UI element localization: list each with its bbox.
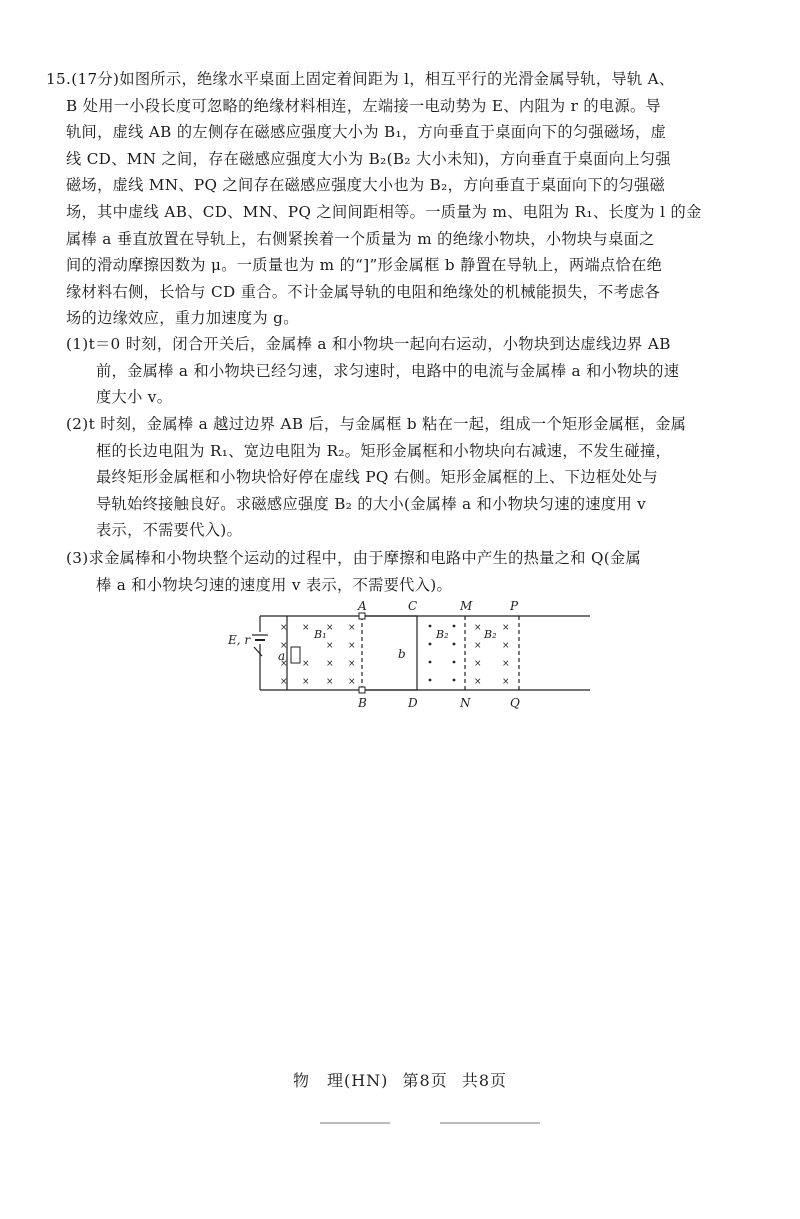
sub-question-line: 导轨始终接触良好。求磁感应强度 B₂ 的大小(金属棒 a 和小物块匀速的速度用 v	[96, 494, 647, 513]
stem-line: 线 CD、MN 之间，存在磁感应强度大小为 B₂(B₂ 大小未知)，方向垂直于桌面向上匀强	[66, 149, 671, 168]
boundary-label-top: A	[358, 599, 367, 613]
stem-line: 15.(17分)如图所示，绝缘水平桌面上固定着间距为 l，相互平行的光滑金属导轨，导轨 A、	[46, 70, 675, 88]
sub-question-line: 表示，不需要代入)。	[96, 521, 243, 540]
field-b2-label: B₂	[484, 628, 497, 641]
sub-question-1	[66, 331, 738, 411]
stem-line: 磁场，虚线 MN、PQ 之间存在磁感应强度大小也为 B₂，方向垂直于桌面向下的匀强磁	[66, 176, 666, 195]
sub-question-line: (2)t 时刻，金属棒 a 越过边界 AB 后，与金属框 b 粘在一起，组成一个矩形金属框，金属	[66, 415, 687, 433]
field-b2-label: B₂	[436, 628, 449, 641]
svg-text:×: ×	[474, 623, 482, 633]
stem-line: 缘材料右侧，长恰与 CD 重合。不计金属导轨的电阻和绝缘处的机械能损失，不考虑各	[66, 282, 661, 301]
sub-question-line: 度大小 v。	[96, 388, 173, 407]
field-b1-label: B₁	[314, 628, 327, 641]
stem-line: 场，其中虚线 AB、CD、MN、PQ 之间间距相等。一质量为 m、电阻为 R₁、长度为 l 的金	[66, 202, 702, 221]
frame-label: b	[398, 647, 406, 661]
sub-question-line: (1)t＝0 时刻，闭合开关后，金属棒 a 和小物块一起向右运动，小物块到达虚线边界 AB	[66, 335, 671, 353]
sub-question-line: (3)求金属棒和小物块整个运动的过程中，由于摩擦和电路中产生的热量之和 Q(金属	[66, 549, 642, 567]
svg-text:×: ×	[280, 623, 288, 633]
scan-artifact	[440, 1122, 540, 1124]
rod-label: a	[278, 649, 286, 663]
page-footer	[0, 1068, 800, 1091]
svg-text:×: ×	[326, 641, 334, 651]
boundary-label-bottom: N	[460, 696, 471, 710]
scan-artifact	[320, 1122, 390, 1124]
stem-line: 属棒 a 垂直放置在导轨上，右侧紧挨着一个质量为 m 的绝缘小物块，小物块与桌面之	[66, 229, 655, 248]
stem-line: 场的边缘效应，重力加速度为 g。	[66, 309, 299, 328]
sub-question-line: 前，金属棒 a 和小物块已经匀速，求匀速时，电路中的电流与金属棒 a 和小物块的速	[96, 361, 680, 380]
svg-text:×: ×	[348, 641, 356, 651]
svg-text:×: ×	[474, 677, 482, 687]
svg-text:×: ×	[502, 641, 510, 651]
boundary-label-bottom: D	[408, 696, 418, 710]
svg-text:×: ×	[302, 659, 310, 669]
footer-total: 共8页	[461, 1071, 507, 1090]
boundary-label-top: P	[510, 599, 519, 613]
stem-line: B 处用一小段长度可忽略的绝缘材料相连，左端接一电动势为 E、内阻为 r 的电源。导	[66, 96, 662, 115]
stem-line: 轨间，虚线 AB 的左侧存在磁感应强度大小为 B₁，方向垂直于桌面向下的匀强磁场，虚	[66, 123, 667, 142]
sub-question-2	[66, 411, 738, 544]
boundary-label-top: M	[460, 599, 473, 613]
rail-diagram	[210, 590, 600, 720]
svg-text:×: ×	[280, 641, 288, 651]
metal-frame-b	[365, 616, 417, 690]
source-label: E, r	[228, 633, 251, 647]
svg-text:×: ×	[474, 659, 482, 669]
sub-question-line: 最终矩形金属框和小物块恰好停在虚线 PQ 右侧。矩形金属框的上、下边框处处与	[96, 468, 658, 487]
svg-text:×: ×	[302, 677, 310, 687]
boundary-label-bottom: B	[358, 696, 367, 710]
boundary-label-top: C	[408, 599, 418, 613]
svg-text:×: ×	[326, 677, 334, 687]
insulator-b	[359, 687, 365, 693]
sub-question-line: 框的长边电阻为 R₁、宽边电阻为 R₂。矩形金属框和小物块向右减速，不发生碰撞，	[96, 441, 672, 460]
svg-text:×: ×	[280, 659, 288, 669]
svg-text:×: ×	[348, 677, 356, 687]
stem-line: 间的滑动摩擦因数为 μ。一质量也为 m 的“]”形金属框 b 静置在导轨上，两端点恰在绝	[66, 256, 663, 275]
svg-text:×: ×	[326, 623, 334, 633]
boundary-label-bottom: Q	[510, 696, 520, 710]
svg-text:×: ×	[502, 659, 510, 669]
svg-text:×: ×	[502, 623, 510, 633]
svg-text:×: ×	[348, 659, 356, 669]
svg-text:×: ×	[474, 641, 482, 651]
sub-question-line: 棒 a 和小物块匀速的速度用 v 表示，不需要代入)。	[96, 575, 453, 594]
footer-page: 第8页	[402, 1071, 448, 1090]
insulator-a	[359, 613, 365, 619]
svg-text:×: ×	[348, 623, 356, 633]
svg-text:×: ×	[302, 623, 310, 633]
svg-text:×: ×	[280, 677, 288, 687]
footer-subject: 物 理(HN)	[292, 1071, 389, 1090]
svg-text:×: ×	[326, 659, 334, 669]
svg-text:×: ×	[502, 677, 510, 687]
insulating-block	[291, 647, 300, 663]
question-stem	[46, 66, 738, 332]
switch	[254, 647, 262, 656]
